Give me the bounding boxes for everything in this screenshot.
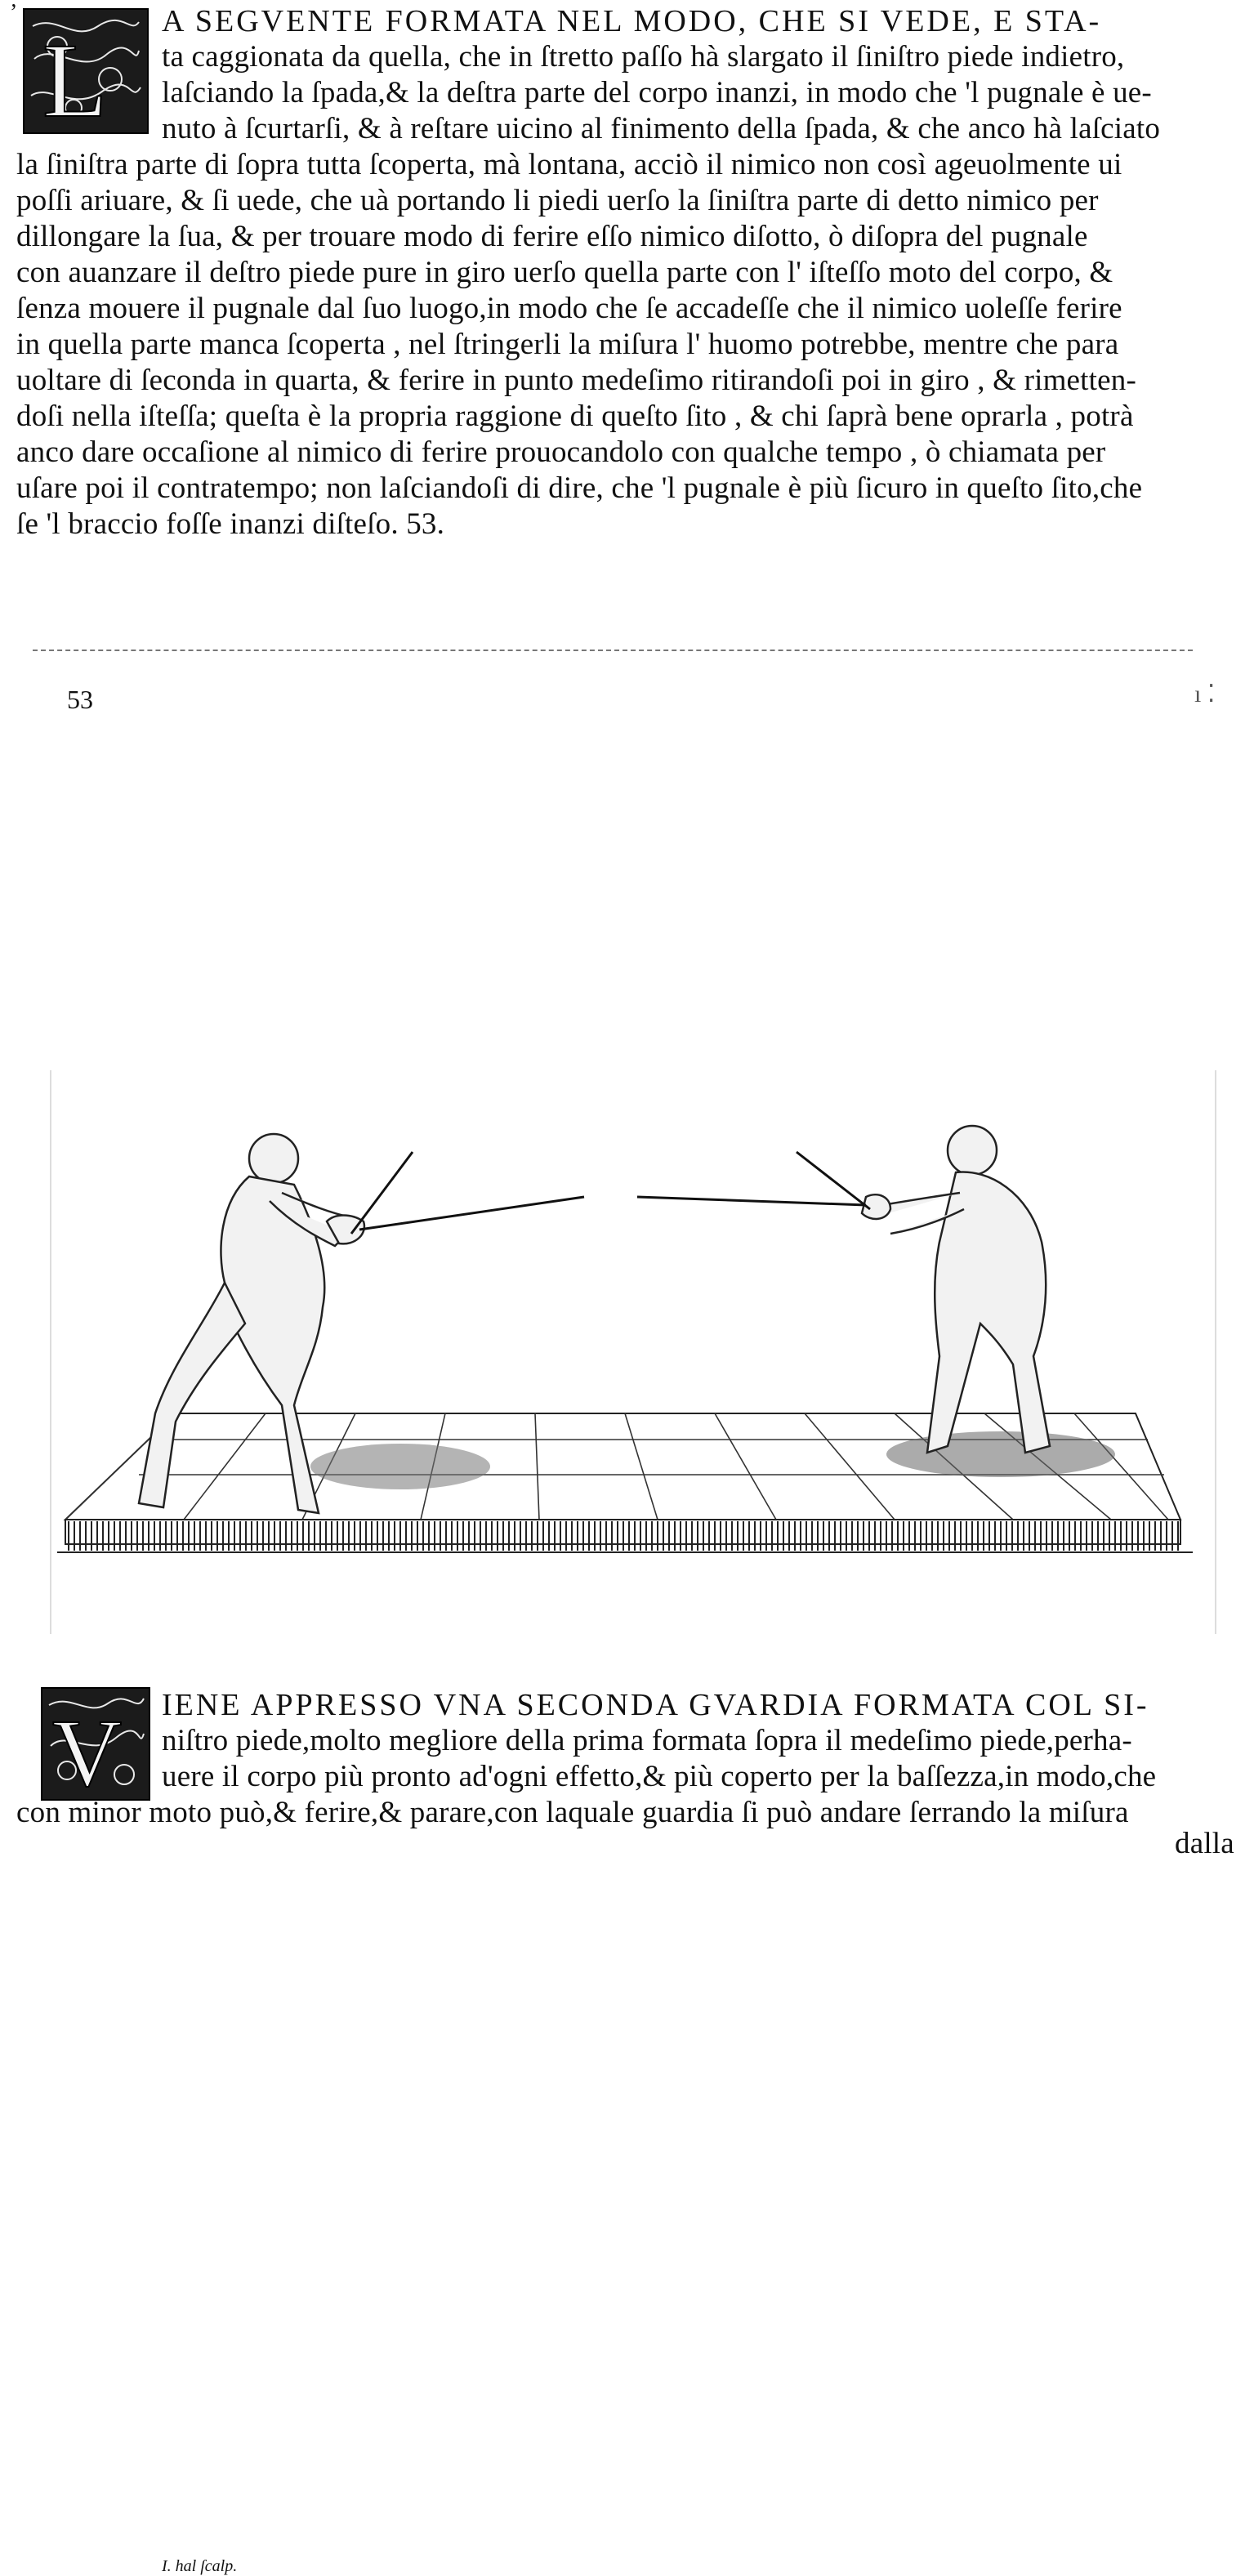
decorated-initial-v xyxy=(41,1687,150,1801)
page-corner-tick: ’ xyxy=(10,0,18,25)
svg-text:V: V xyxy=(52,1699,123,1799)
text-line: ſe 'l braccio foſſe inanzi diſteſo. 53. xyxy=(16,507,445,541)
text-line: uoltare di ſeconda in quarta, & ferire in punto medeſimo ritirandoſi poi in giro , & rimetten- xyxy=(16,364,1136,397)
text-line: con minor moto può,& ferire,& parare,con laquale guardia ſi può andare ſerrando la miſura xyxy=(16,1796,1129,1829)
plate-number: 53 xyxy=(67,685,93,714)
text-line: poſſi ariuare, & ſi uede, che uà portando li piedi uerſo la ſiniſtra parte di detto nimico per xyxy=(16,184,1099,217)
fencing-engraving-art xyxy=(49,1062,1217,1642)
catchword: dalla xyxy=(1175,1827,1234,1860)
text-line: uſare poi il contratempo; non laſciandoſi di dire, che 'l pugnale è più ſicuro in queſto ſito,che xyxy=(16,471,1143,505)
text-line: IENE APPRESSO VNA SECONDA GVARDIA FORMATA COL SI- xyxy=(162,1688,1149,1722)
text-line: laſciando la ſpada,& la deſtra parte del corpo inanzi, in modo che 'l pugnale è ue- xyxy=(162,76,1152,109)
text-line: doſi nella iſteſſa; queſta è la propria raggione di queſto ſito , & chi ſaprà bene oprarla , potrà xyxy=(16,400,1134,433)
svg-text:L: L xyxy=(42,22,108,132)
text-line: A SEGVENTE FORMATA NEL MODO, CHE SI VEDE, E STA- xyxy=(162,4,1102,38)
text-line: uere il corpo più pronto ad'ogni effetto,& più coperto per la baſſezza,in modo,che xyxy=(162,1760,1157,1793)
text-line: dillongare la ſua, & per trouare modo di ferire eſſo nimico diſotto, ò diſopra del pugnale xyxy=(16,220,1088,253)
engraver-signature: I. hal ſcalp. xyxy=(162,2557,238,2575)
ornament-initial-v-art xyxy=(42,1689,149,1799)
decorated-initial-l xyxy=(23,8,149,134)
text-line: niſtro piede,molto megliore della prima formata ſopra il medeſimo piede,perha- xyxy=(162,1724,1132,1757)
text-line: nuto à ſcurtarſi, & à reſtare uicino al finimento della ſpada, & che anco hà laſciato xyxy=(162,112,1161,145)
text-line: ſenza mouere il pugnale dal ſuo luogo,in modo che ſe accadeſſe che il nimico uoleſſe ferire xyxy=(16,292,1122,325)
text-line: la ſiniſtra parte di ſopra tutta ſcoperta, mà lontana, acciò il nimico non così ageuolmente ui xyxy=(16,148,1122,181)
text-line: anco dare occaſione al nimico di ferire prouocandolo con qualche tempo , ò chiamata per xyxy=(16,435,1106,469)
plate-top-rule xyxy=(33,650,1193,651)
text-line: ta caggionata da quella, che in ſtretto paſſo hà slargato il ſiniſtro piede indietro, xyxy=(162,40,1125,74)
text-line: con auanzare il deſtro piede pure in giro uerſo quella parte con l' iſteſſo moto del corpo, & xyxy=(16,256,1113,289)
text-line: in quella parte manca ſcoperta , nel ſtringerli la miſura l' huomo potrebbe, mentre che para xyxy=(16,328,1119,361)
plate-corner-mark: ı ⁚ xyxy=(1194,681,1216,708)
ornament-initial-l-art xyxy=(25,10,147,132)
